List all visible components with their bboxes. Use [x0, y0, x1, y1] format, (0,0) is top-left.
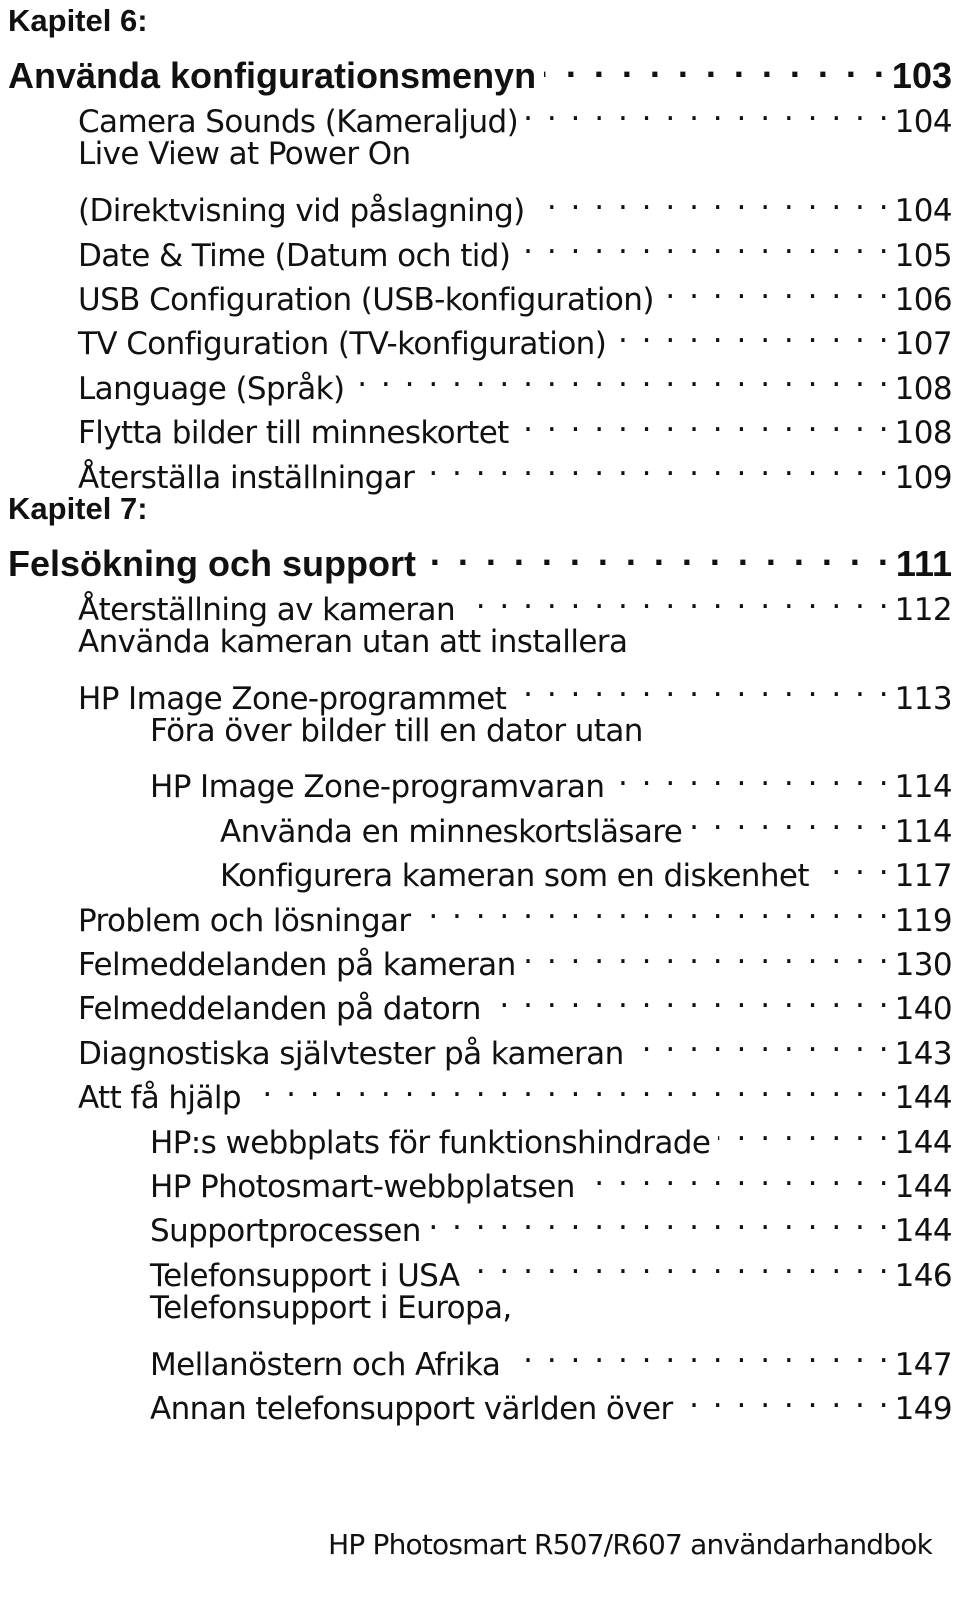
entry-text: Föra över bilder till en dator utan: [150, 712, 643, 749]
dot-leader: [544, 42, 888, 88]
dot-leader: [489, 975, 891, 1019]
page-number: 107: [894, 326, 952, 363]
page-number: 144: [894, 1080, 952, 1117]
page-number: 111: [895, 542, 952, 584]
page-number: 108: [894, 370, 952, 407]
page-number: 147: [894, 1346, 952, 1383]
dot-leader: [352, 354, 890, 398]
entry-text: Date & Time (Datum och tid): [78, 237, 511, 274]
toc-entry[interactable]: [8, 709, 952, 753]
toc-entry[interactable]: [8, 1286, 952, 1330]
entry-text: Flytta bilder till minneskortet: [78, 415, 509, 452]
dot-leader: [517, 399, 891, 443]
entry-text: (Direktvisning vid påslagning): [78, 193, 525, 230]
dot-leader: [419, 886, 891, 930]
page-number: 112: [894, 591, 952, 628]
chapter-title: Felsökning och support: [8, 542, 417, 584]
dot-leader: [612, 753, 890, 797]
entry-text: USB Configuration (USB-konfiguration): [78, 281, 654, 318]
entry-text: Använda kameran utan att installera: [78, 623, 628, 660]
page-number: 114: [894, 813, 952, 850]
dot-leader: [429, 1197, 891, 1241]
entry-text: Supportprocessen: [150, 1213, 421, 1250]
entry-text: Återställning av kameran: [78, 591, 456, 628]
page-number: 149: [894, 1390, 952, 1427]
entry-text: HP Image Zone-programvaran: [150, 769, 605, 806]
dot-leader: [662, 266, 891, 310]
table-of-contents: [8, 0, 952, 1427]
chapter-label: Kapitel 7:: [8, 490, 148, 526]
toc-entry[interactable]: [8, 886, 952, 939]
footer-manual-title: HP Photosmart R507/R607 användarhandbok: [328, 1528, 932, 1561]
chapter-title-row[interactable]: [8, 42, 952, 96]
entry-text: Använda en minneskortsläsare: [220, 813, 683, 850]
page-number: 113: [894, 680, 952, 717]
entry-text: Mellanöstern och Afrika: [150, 1346, 501, 1383]
dot-leader: [817, 842, 891, 886]
page-number: 104: [894, 193, 952, 230]
page-number: 104: [894, 104, 952, 141]
entry-text: Live View at Power On: [78, 136, 411, 173]
entry-text: Att få hjälp: [78, 1080, 241, 1117]
page-number: 114: [894, 769, 952, 806]
dot-leader: [718, 1108, 890, 1152]
entry-text: Felmeddelanden på kameran: [78, 947, 516, 984]
toc-entry[interactable]: [8, 664, 952, 717]
dot-leader: [614, 310, 890, 354]
entry-text: Diagnostiska självtester på kameran: [78, 1035, 624, 1072]
entry-text: Konfigurera kameran som en diskenhet: [220, 858, 809, 895]
page-number: 109: [894, 459, 952, 496]
dot-leader: [690, 797, 890, 841]
dot-leader: [632, 1019, 891, 1063]
entry-text: HP:s webbplats för funktionshindrade: [150, 1124, 711, 1161]
page-number: 144: [894, 1213, 952, 1250]
toc-entry[interactable]: [8, 620, 952, 664]
page-number: 144: [894, 1124, 952, 1161]
entry-text: Annan telefonsupport världen över: [150, 1390, 673, 1427]
toc-entry[interactable]: [8, 1330, 952, 1383]
page-number: 108: [894, 415, 952, 452]
dot-leader: [249, 1064, 891, 1108]
entry-text: HP Image Zone-programmet: [78, 680, 507, 717]
dot-leader: [533, 177, 891, 221]
dot-leader: [583, 1153, 891, 1197]
entry-text: Återställa inställningar: [78, 459, 415, 496]
dot-leader: [463, 576, 891, 620]
chapter-label: Kapitel 6:: [8, 3, 148, 38]
dot-leader: [467, 1241, 890, 1285]
dot-leader: [524, 931, 891, 975]
entry-text: Camera Sounds (Kameraljud): [78, 104, 519, 141]
chapter-title-row[interactable]: [8, 530, 952, 584]
entry-text: Language (Språk): [78, 370, 345, 407]
dot-leader: [514, 664, 890, 708]
page-number: 105: [894, 237, 952, 274]
dot-leader: [526, 88, 891, 132]
dot-leader: [681, 1375, 891, 1419]
toc-entry[interactable]: [8, 177, 952, 230]
dot-leader: [518, 221, 890, 265]
entry-text: Telefonsupport i USA: [150, 1257, 460, 1294]
page-number: 117: [894, 858, 952, 895]
page-number: 143: [894, 1035, 952, 1072]
page-number: 119: [894, 902, 952, 939]
entry-text: Telefonsupport i Europa,: [150, 1289, 512, 1326]
chapter-title: Använda konfigurationsmenyn: [8, 55, 537, 96]
dot-leader: [508, 1330, 890, 1374]
toc-entry[interactable]: [8, 753, 952, 806]
page-number: 140: [894, 991, 952, 1028]
page-number: 146: [894, 1257, 952, 1294]
page-number: 103: [891, 55, 952, 96]
dot-leader: [424, 530, 892, 576]
page-number: 130: [894, 947, 952, 984]
entry-text: Felmeddelanden på datorn: [78, 991, 481, 1028]
page-number: 144: [894, 1168, 952, 1205]
entry-text: HP Photosmart-webbplatsen: [150, 1168, 575, 1205]
entry-text: Problem och lösningar: [78, 902, 411, 939]
dot-leader: [422, 443, 890, 487]
entry-text: TV Configuration (TV-konfiguration): [78, 326, 607, 363]
page-number: 106: [894, 281, 952, 318]
